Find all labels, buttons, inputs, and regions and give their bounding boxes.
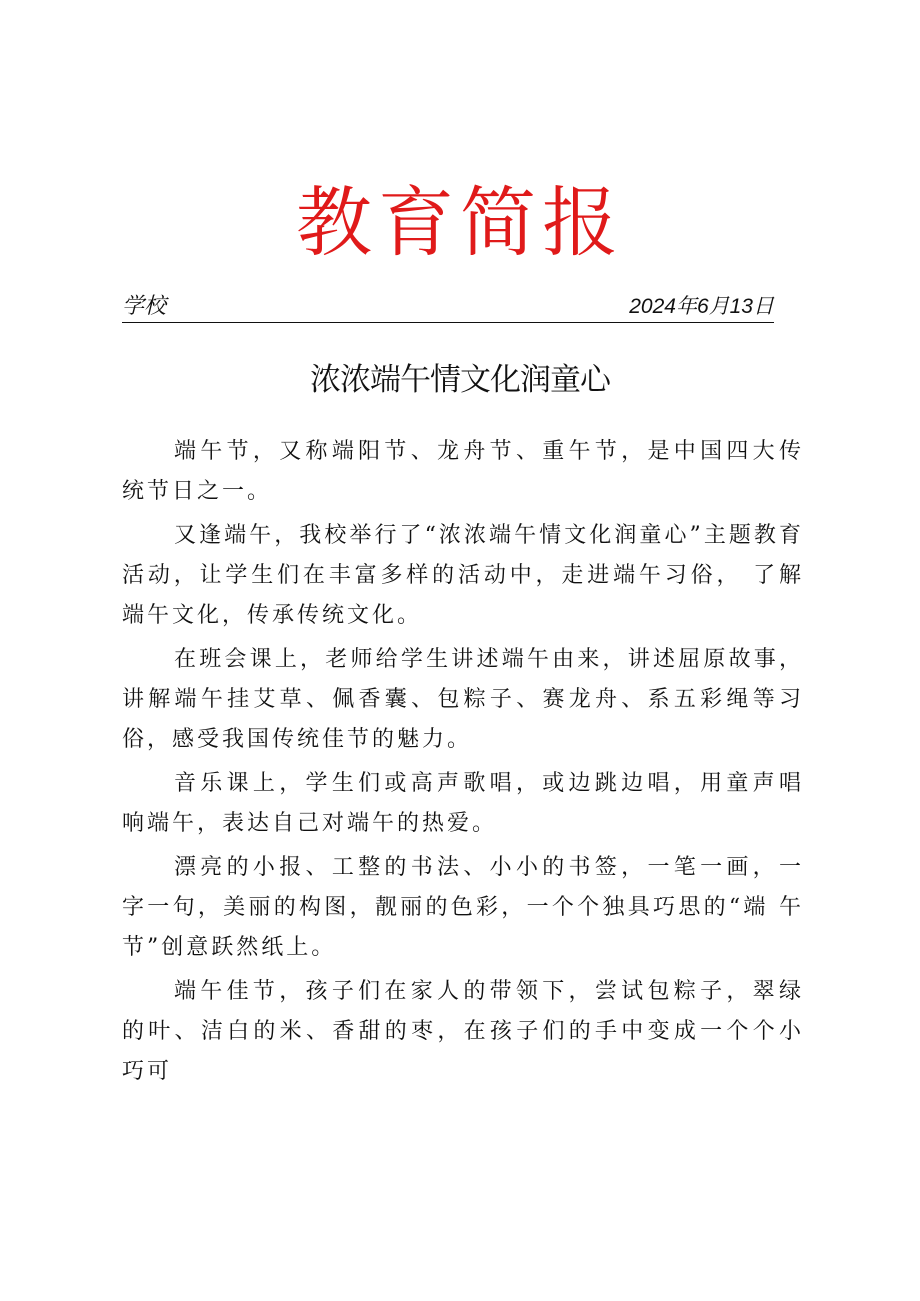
paragraph-2: 又逢端午，我校举行了“浓浓端午情文化润童心”主题教育活动，让学生们在丰富多样的活动中，走进端午习俗， 了解端午文化，传承传统文化。 [122, 523, 804, 628]
masthead-title: 教育简报 [296, 178, 624, 267]
school-label: 学校 [122, 294, 167, 319]
issue-date: 2024年6月13日 [629, 295, 774, 318]
article-title: 浓浓端午情文化润童心 [310, 362, 610, 398]
paragraph-5: 漂亮的小报、工整的书法、小小的书签，一笔一画，一 字一句，美丽的构图，靓丽的色彩，一个个独具巧思的“端 午节”创意跃然纸上。 [122, 855, 804, 960]
paragraph-3: 在班会课上，老师给学生讲述端午由来，讲述屈原故事，讲解端午挂艾草、佩香囊、包粽子、赛龙舟、系五彩绳等习俗，感受我国传统佳节的魅力。 [122, 647, 804, 752]
paragraph-6: 端午佳节，孩子们在家人的带领下，尝试包粽子，翠绿 的叶、洁白的米、香甜的枣，在孩子们的手中变成一个个小 巧可 [122, 979, 804, 1084]
paragraph-4: 音乐课上，学生们或高声歌唱，或边跳边唱，用童声唱 响端午，表达自己对端午的热爱。 [122, 771, 804, 836]
paragraph-1: 端午节，又称端阳节、龙舟节、重午节，是中国四大传 统节日之一。 [122, 439, 804, 504]
article-body [122, 432, 804, 1096]
meta-row [122, 292, 774, 323]
